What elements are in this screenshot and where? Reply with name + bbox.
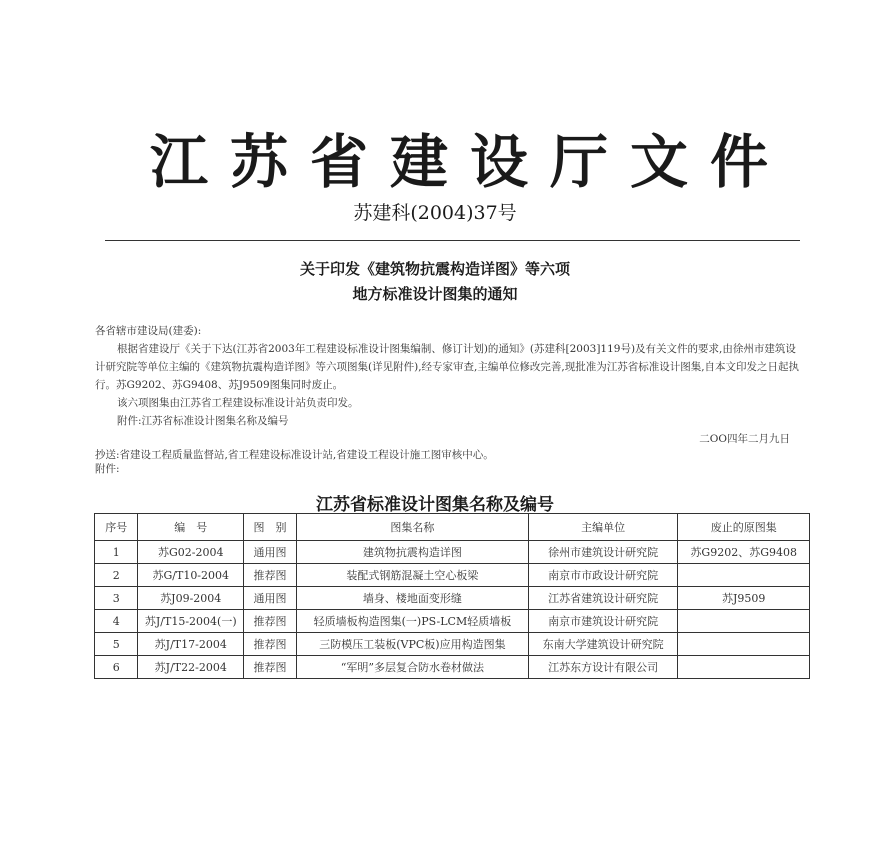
table-cell: 4: [95, 610, 138, 633]
table-row: [95, 610, 810, 633]
table-cell: 苏G02-2004: [138, 541, 244, 564]
table-cell: 通用图: [244, 587, 297, 610]
table-row: [95, 564, 810, 587]
table-cell: 徐州市建筑设计研究院: [528, 541, 678, 564]
notice-body: [95, 322, 800, 476]
column-header: 图 别: [244, 514, 297, 541]
table-cell: 苏J/T15-2004(一): [138, 610, 244, 633]
table-cell: “军明”多层复合防水卷材做法: [296, 656, 528, 679]
table-cell: 轻质墙板构造图集(一)PS-LCM轻质墙板: [296, 610, 528, 633]
table-cell: 苏G/T10-2004: [138, 564, 244, 587]
table-cell: 通用图: [244, 541, 297, 564]
table-cell: [678, 564, 810, 587]
table-cell: 3: [95, 587, 138, 610]
table-row: [95, 541, 810, 564]
table-cell: 三防模压工装板(VPC板)应用构造图集: [296, 633, 528, 656]
table-cell: 苏J/T17-2004: [138, 633, 244, 656]
table-cell: 江苏省建筑设计研究院: [528, 587, 678, 610]
column-header: 废止的原图集: [678, 514, 810, 541]
document-title: 江苏省建设厅文件: [150, 128, 791, 196]
table-row: [95, 656, 810, 679]
column-header: 序号: [95, 514, 138, 541]
table-cell: 苏J9509: [678, 587, 810, 610]
table-cell: [678, 656, 810, 679]
cc-list: 抄送:省建设工程质量监督站,省工程建设标准设计站,省建设工程设计施工图审核中心。: [95, 449, 494, 461]
table-row: [95, 633, 810, 656]
notice-heading-line1: 关于印发《建筑物抗震构造详图》等六项: [299, 260, 570, 278]
table-cell: 1: [95, 541, 138, 564]
paragraph: 根据省建设厅《关于下达(江苏省2003年工程建设标准设计图集编制、修订计划)的通知》(苏建科[2003]119号)及有关文件的要求,由徐州市建筑设计研究院等单位主编的《建筑物抗震构造详图》等六项图集(详见附件),经专家审查,主编单位修改完善,现批准为江苏省标准设计图集,自本文印发之日起执行。苏G9202、苏G9408、苏J9509图集同时废止。: [95, 343, 800, 391]
table-cell: 推荐图: [244, 656, 297, 679]
standards-table: [94, 513, 810, 679]
attachment-label: 附件:: [95, 463, 120, 475]
table-cell: 5: [95, 633, 138, 656]
table-cell: 江苏东方设计有限公司: [528, 656, 678, 679]
table-cell: 东南大学建筑设计研究院: [528, 633, 678, 656]
salutation: 各省辖市建设局(建委):: [95, 325, 202, 337]
table-cell: 推荐图: [244, 564, 297, 587]
table-cell: 建筑物抗震构造详图: [296, 541, 528, 564]
table-cell: 南京市建筑设计研究院: [528, 610, 678, 633]
table-cell: 6: [95, 656, 138, 679]
table-row: [95, 587, 810, 610]
table-cell: [678, 633, 810, 656]
header-divider: [105, 240, 800, 241]
paragraph: 该六项图集由江苏省工程建设标准设计站负责印发。: [117, 397, 359, 409]
table-cell: 推荐图: [244, 633, 297, 656]
table-cell: 装配式钢筋混凝土空心板梁: [296, 564, 528, 587]
paragraph: 附件:江苏省标准设计图集名称及编号: [117, 415, 289, 427]
table-cell: 苏G9202、苏G9408: [678, 541, 810, 564]
table-cell: 苏J09-2004: [138, 587, 244, 610]
table-cell: [678, 610, 810, 633]
table-cell: 墙身、楼地面变形缝: [296, 587, 528, 610]
column-header: 编 号: [138, 514, 244, 541]
table-title: 江苏省标准设计图集名称及编号: [316, 495, 554, 515]
table-cell: 南京市市政设计研究院: [528, 564, 678, 587]
table-cell: 苏J/T22-2004: [138, 656, 244, 679]
column-header: 图集名称: [296, 514, 528, 541]
table-cell: 2: [95, 564, 138, 587]
document-number: 苏建科(2004)37号: [353, 202, 517, 224]
column-header: 主编单位: [528, 514, 678, 541]
issue-date: 二OO四年二月九日: [699, 433, 790, 445]
table-cell: 推荐图: [244, 610, 297, 633]
notice-heading-line2: 地方标准设计图集的通知: [352, 285, 518, 303]
